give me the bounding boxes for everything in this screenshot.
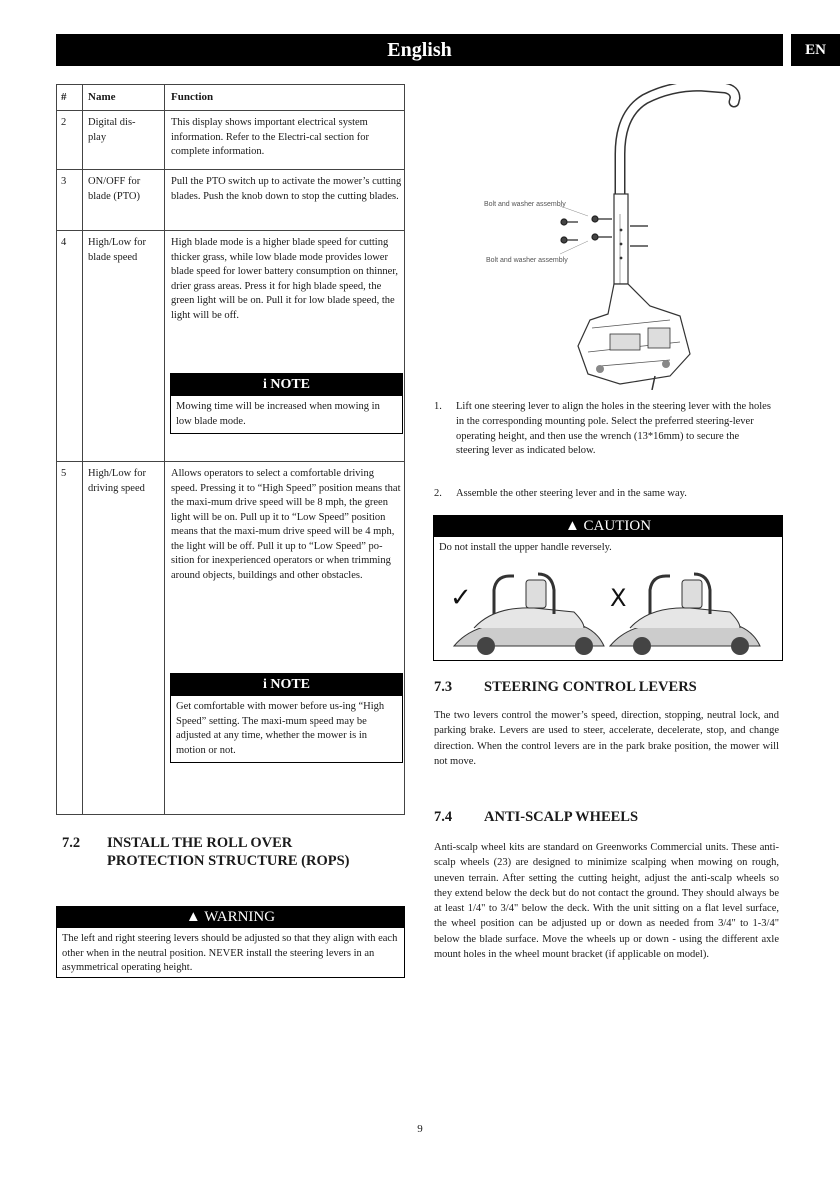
caution-title: ▲ CAUTION	[434, 516, 782, 537]
section-number: 7.3	[434, 679, 453, 695]
row-2-num: 2	[61, 117, 67, 128]
correct-mower-illustration	[454, 574, 604, 655]
note-title: i NOTE	[171, 374, 402, 396]
caution-text: Do not install the upper handle reversely.	[439, 542, 612, 553]
section-7-3-heading	[434, 678, 779, 698]
page-number: 9	[417, 1123, 423, 1135]
checkmark-icon: ✓	[450, 583, 472, 613]
row-4-function: High blade mode is a higher blade speed for cutting thicker grass, while low blade mode provides lower blade speed for lower battery consumption on thinner, drier grass areas. Press it for high blade speed, the green light will be on. Pull it for low blade speed, the light will be off.	[171, 237, 399, 321]
bolt-label-top: Bolt and washer assembly	[484, 201, 566, 208]
list-item	[434, 400, 774, 475]
warning-text: The left and right steering levers should be adjusted so that they align with each other when in the neutral position. NEVER install the steering levers in an asymmetrical operating height.	[62, 933, 398, 973]
cross-icon: X	[610, 584, 627, 612]
row-2-name: Digital dis- play	[88, 117, 136, 143]
step-number: 1.	[434, 401, 442, 412]
step-text: Lift one steering lever to align the holes in the steering lever with the holes in the corresponding mounting pole. Select the preferred steering-lever operating height, and then use the wrench (13*16mm) to secure the steering lever as indicated below.	[456, 401, 771, 457]
row-5-function: Allows operators to select a comfortable driving speed. Pressing it to “High Speed” position means that the maxi-mum drive speed will be 8 mph, the green light will be on. Pull up it to “Low Speed” position means that the maxi-mum drive speed will be 4 mph, the light will be off. Pull it up to “Low Speed” po-sition for inexperienced operators or when trimming around objects, buildings and other obstacles.	[171, 468, 401, 581]
section-7-3-body: The two levers control the mower’s speed, direction, stopping, neutral lock, and parking brake. Levers are used to steer, accelerate, decelerate, stop, and change direction. When the control levers are in the park brake position, the mower will not move.	[434, 710, 779, 767]
section-7-4-heading	[434, 808, 779, 828]
warning-box	[56, 906, 405, 978]
section-title: STEERING CONTROL LEVERS	[484, 679, 697, 695]
section-number: 7.2	[62, 835, 81, 851]
bolt-label-bottom: Bolt and washer assembly	[486, 257, 568, 264]
row-2-function: This display shows important electrical system information. Refer to the Electri-cal section for complete information.	[171, 117, 369, 157]
row-4-name: High/Low for blade speed	[88, 237, 147, 263]
note-text: Mowing time will be increased when mowing in low blade mode.	[176, 401, 380, 427]
steering-lever-diagram	[470, 84, 760, 390]
row-3-num: 3	[61, 176, 67, 187]
controls-table	[56, 84, 405, 815]
row-3-function: Pull the PTO switch up to activate the mower’s cutting blades. Push the knob down to stop the cutting blades.	[171, 176, 402, 202]
section-7-2-heading	[62, 834, 362, 894]
handle-orientation-illustration	[434, 562, 782, 658]
note-box-blade	[170, 373, 403, 434]
incorrect-mower-illustration	[610, 574, 760, 655]
note-text: Get comfortable with mower before us-ing “High Speed” setting. The maxi-mum speed may be adjusted at any time, whether the mower is in motion or not.	[176, 701, 385, 756]
row-3-name: ON/OFF for blade (PTO)	[88, 176, 141, 202]
row-5-name: High/Low for driving speed	[88, 468, 147, 494]
table-header-function: Function	[171, 91, 214, 103]
note-box-driving	[170, 673, 403, 763]
warning-title: ▲ WARNING	[57, 907, 404, 928]
table-header-num: #	[61, 91, 67, 103]
row-5-num: 5	[61, 468, 67, 479]
step-text: Assemble the other steering lever and in the same way.	[456, 488, 687, 499]
row-4-num: 4	[61, 237, 67, 248]
page-header: English	[56, 34, 783, 66]
step-number: 2.	[434, 488, 442, 499]
table-header-name: Name	[88, 91, 116, 103]
section-number: 7.4	[434, 809, 453, 825]
section-title: ANTI-SCALP WHEELS	[484, 809, 639, 825]
language-tab: EN	[791, 34, 840, 66]
note-title: i NOTE	[171, 674, 402, 696]
section-7-4-body: Anti-scalp wheel kits are standard on Greenworks Commercial units. These anti-scalp wheels (23) are designed to minimize scalping when mowing on rough, uneven terrain. After setting the cutting height, adjust the anti-scalp wheels so they extend below the deck but do not contact the ground. They should always be at least 1/4" to 3/4" below the deck. With the unit sitting on a flat level surface, the wheel position can be adjusted up or down as needed from 3/4" to 1-3/4" below the blade surface. Move the wheels up or down - using the different axle mount holes in the wheel mount bracket (if applicable on model).	[434, 842, 779, 961]
section-title: INSTALL THE ROLL OVER PROTECTION STRUCTURE (ROPS)	[107, 835, 350, 869]
list-item	[434, 487, 774, 503]
